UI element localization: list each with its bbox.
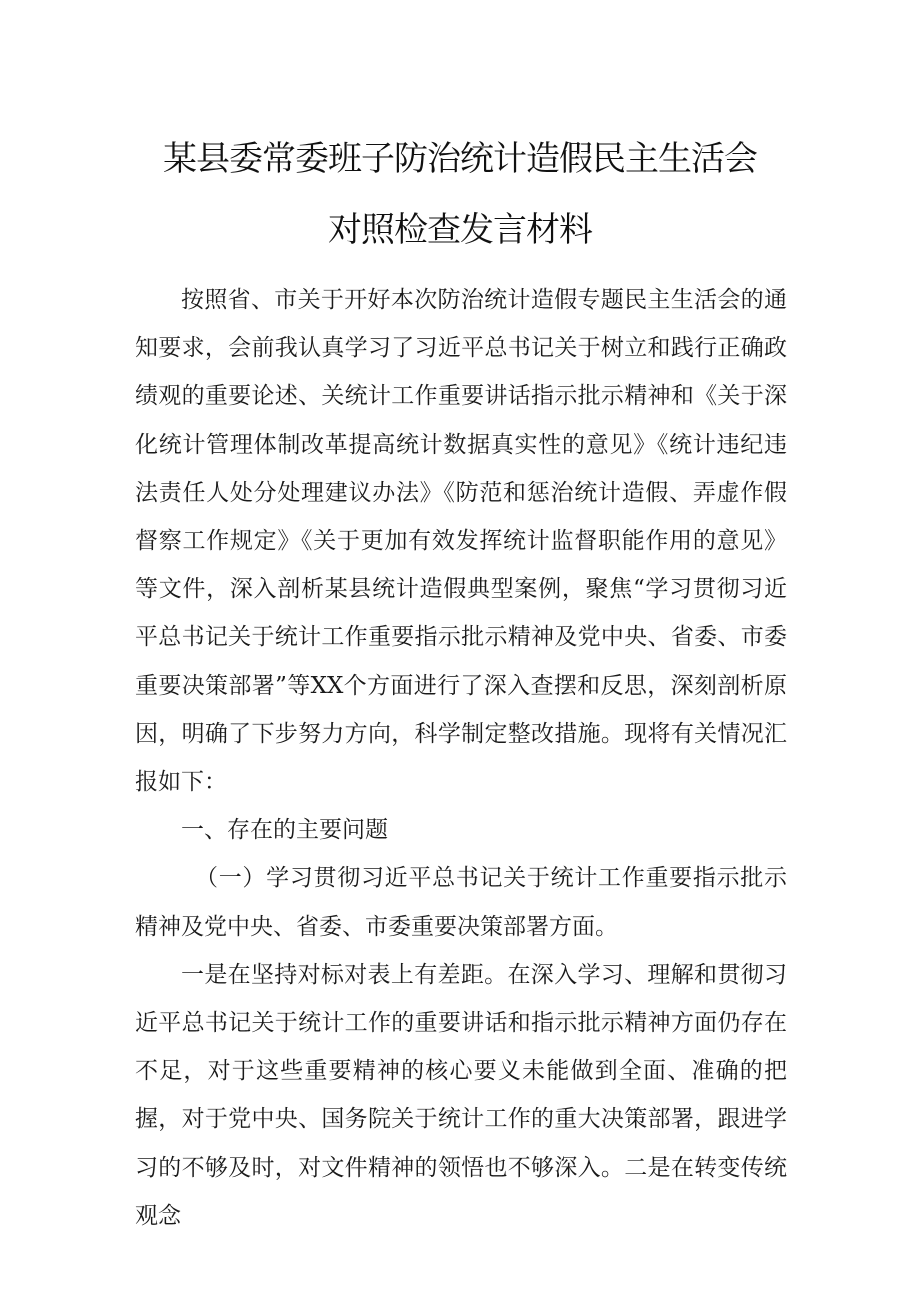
document-title-line-2: 对照检查发言材料: [328, 210, 592, 250]
body-paragraph: 一是在坚持对标对表上有差距。在深入学习、理解和贯彻习近平总书记关于统计工作的重要讲话和指示批示精神方面仍存在不足，对于这些重要精神的核心要义未能做到全面、准确的把握，对于党中央、国务院关于统计工作的重大决策部署，跟进学习的不够及时，对文件精神的领悟也不够深入。二是在转变传统观念: [135, 961, 787, 1229]
subsection-heading: （一）学习贯彻习近平总书记关于统计工作重要指示批示精神及党中央、省委、市委重要决策部署方面。: [135, 865, 787, 940]
document-title-line-1: 某县委常委班子防治统计造假民主生活会: [163, 139, 757, 179]
intro-paragraph: 按照省、市关于开好本次防治统计造假专题民主生活会的通知要求，会前我认真学习了习近平总书记关于树立和践行正确政绩观的重要论述、关统计工作重要讲话指示批示精神和《关于深化统计管理体制改革提高统计数据真实性的意见》《统计违纪违法责任人处分处理建议办法》《防范和惩治统计造假、弄虚作假督察工作规定》《关于更加有效发挥统计监督职能作用的意见》等文件，深入剖析某县统计造假典型案例，聚焦“学习贯彻习近平总书记关于统计工作重要指示批示精神及党中央、省委、市委重要决策部署”等XX个方面进行了深入查摆和反思，深刻剖析原因，明确了下步努力方向，科学制定整改措施。现将有关情况汇报如下：: [135, 287, 787, 796]
document-body: [135, 276, 787, 1240]
section-heading: 一、存在的主要问题: [181, 817, 388, 844]
